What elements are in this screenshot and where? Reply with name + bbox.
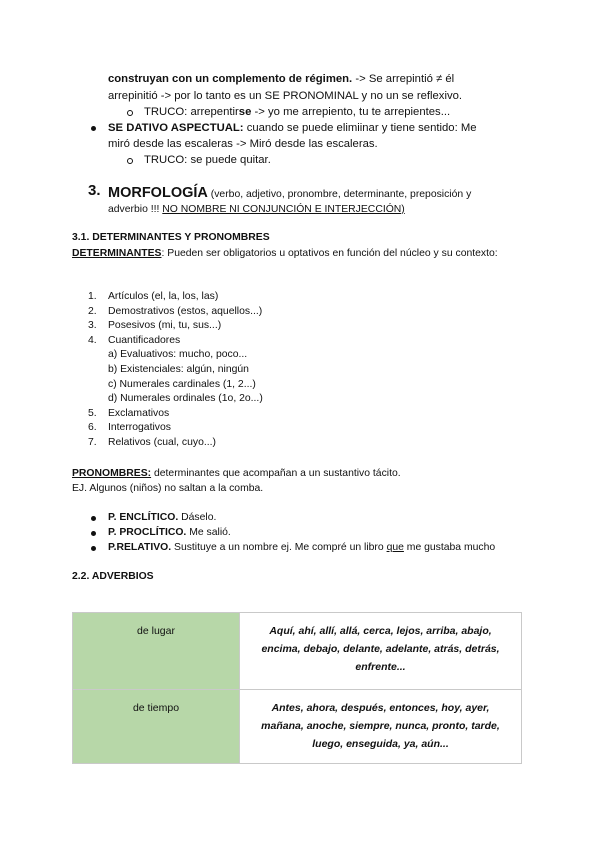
table-row [73, 690, 522, 764]
determinantes-line [72, 246, 542, 261]
list-text: Interrogativos [108, 422, 171, 434]
list-text: Cuantificadores [108, 334, 181, 346]
pron-bullet-text: Dáselo. [178, 512, 217, 523]
list-num: 6. [88, 422, 97, 434]
determinantes-list [88, 289, 388, 450]
pronombres-example: EJ. Algunos (niños) no saltan a la comba. [72, 483, 264, 494]
list-subitem: b) Existenciales: algún, ningún [108, 363, 249, 375]
pron-bullet-text: Me salió. [186, 527, 231, 538]
list-item [88, 318, 388, 333]
list-subitem: a) Evaluativos: mucho, poco... [108, 349, 248, 361]
pronombres-label: PRONOMBRES: [72, 468, 152, 479]
table-cell-value: Aquí, ahí, allí, allá, cerca, lejos, arriba, abajo, encima, debajo, delante, adelante, atrás, detrás, enfrente... [240, 613, 522, 690]
list-subitem: c) Numerales cardinales (1, 2...) [108, 378, 256, 390]
pron-bullet-2 [108, 525, 548, 540]
circle-bullet-icon [127, 158, 133, 164]
morfologia-heading [108, 184, 548, 202]
circle-bullet-icon [127, 110, 133, 116]
list-num: 2. [88, 305, 97, 317]
list-num: 7. [88, 436, 97, 448]
morfologia-paren: (verbo, adjetivo, pronombre, determinante, preposición y [207, 189, 472, 200]
table-cell-label: de tiempo [73, 690, 240, 764]
dativo-line-2: miró desde las escaleras -> Miró desde las escaleras. [108, 138, 378, 150]
list-item [88, 420, 388, 435]
pron-bullet-text-a: Sustituye a un nombre ej. Me compré un libro [171, 542, 387, 553]
dativo-line-1 [108, 120, 548, 136]
list-num: 1. [88, 291, 97, 302]
truco-2: TRUCO: se puede quitar. [144, 154, 271, 166]
section-31-heading: 3.1. DETERMINANTES Y PRONOMBRES [72, 232, 270, 243]
intro-rest: -> Se arrepintió ≠ él [352, 73, 455, 85]
section-22-heading: 2.2. ADVERBIOS [72, 571, 154, 582]
list-text: Exclamativos [108, 407, 170, 419]
bullet-icon [91, 126, 96, 131]
pron-bullet-bold: P. PROCLÍTICO. [108, 527, 187, 538]
morfologia-line2-text: adverbio !!! [108, 204, 163, 215]
bullet-icon [91, 516, 96, 521]
list-num: 5. [88, 407, 97, 419]
table-row [73, 613, 522, 690]
morfologia-line-2 [108, 202, 548, 217]
pron-bullet-3 [108, 540, 558, 555]
dativo-bold: SE DATIVO ASPECTUAL: [108, 122, 244, 134]
truco-1-a: TRUCO: arrepentir [144, 106, 239, 118]
pron-bullet-bold: P. ENCLÍTICO. [108, 512, 179, 523]
dativo-rest: cuando se puede elimiinar y tiene sentido: Me [243, 122, 477, 134]
determinantes-label: DETERMINANTES [72, 248, 162, 259]
morfologia-underline: NO NOMBRE NI CONJUNCIÓN E INTERJECCIÓN) [162, 204, 405, 215]
pron-bullet-text-b: me gustaba mucho [403, 542, 496, 553]
list-subitem: d) Numerales ordinales (1o, 2o...) [108, 393, 263, 405]
adverbios-table [72, 612, 522, 764]
list-item [88, 304, 388, 319]
intro-bold: construyan con un complemento de régimen. [108, 73, 353, 85]
list-text: Artículos (el, la, los, las) [108, 291, 219, 302]
pronombres-text: determinantes que acompañan a un sustantivo tácito. [151, 468, 401, 479]
bullet-icon [91, 546, 96, 551]
bullet-icon [91, 531, 96, 536]
pron-bullet-1 [108, 510, 548, 525]
list-item [88, 289, 388, 304]
list-text: Relativos (cual, cuyo...) [108, 436, 216, 448]
list-item [88, 333, 388, 348]
pron-bullet-bold: P.RELATIVO. [108, 542, 172, 553]
determinantes-text: : Pueden ser obligatorios u optativos en función del núcleo y su contexto: [161, 248, 498, 259]
list-text: Demostrativos (estos, aquellos...) [108, 305, 263, 317]
morfologia-number: 3. [88, 182, 101, 199]
list-text: Posesivos (mi, tu, sus...) [108, 320, 222, 332]
table-cell-label: de lugar [73, 613, 240, 690]
intro-line-2: arrepinitió -> por lo tanto es un SE PRONOMINAL y no un se reflexivo. [108, 90, 463, 102]
truco-1 [144, 104, 544, 120]
pronombres-line [72, 466, 542, 481]
truco-1-b: se [238, 106, 252, 118]
list-item [88, 406, 388, 421]
truco-1-c: -> yo me arrepiento, tu te arrepientes... [251, 106, 451, 118]
intro-line-1 [108, 71, 528, 87]
list-item [88, 435, 388, 450]
table-cell-value: Antes, ahora, después, entonces, hoy, ayer, mañana, anoche, siempre, nunca, pronto, tarde, luego, enseguida, ya, aún... [240, 690, 522, 764]
pron-bullet-underline: que [386, 542, 404, 553]
list-num: 4. [88, 334, 97, 346]
list-num: 3. [88, 320, 97, 332]
morfologia-title: MORFOLOGÍA [108, 185, 208, 201]
